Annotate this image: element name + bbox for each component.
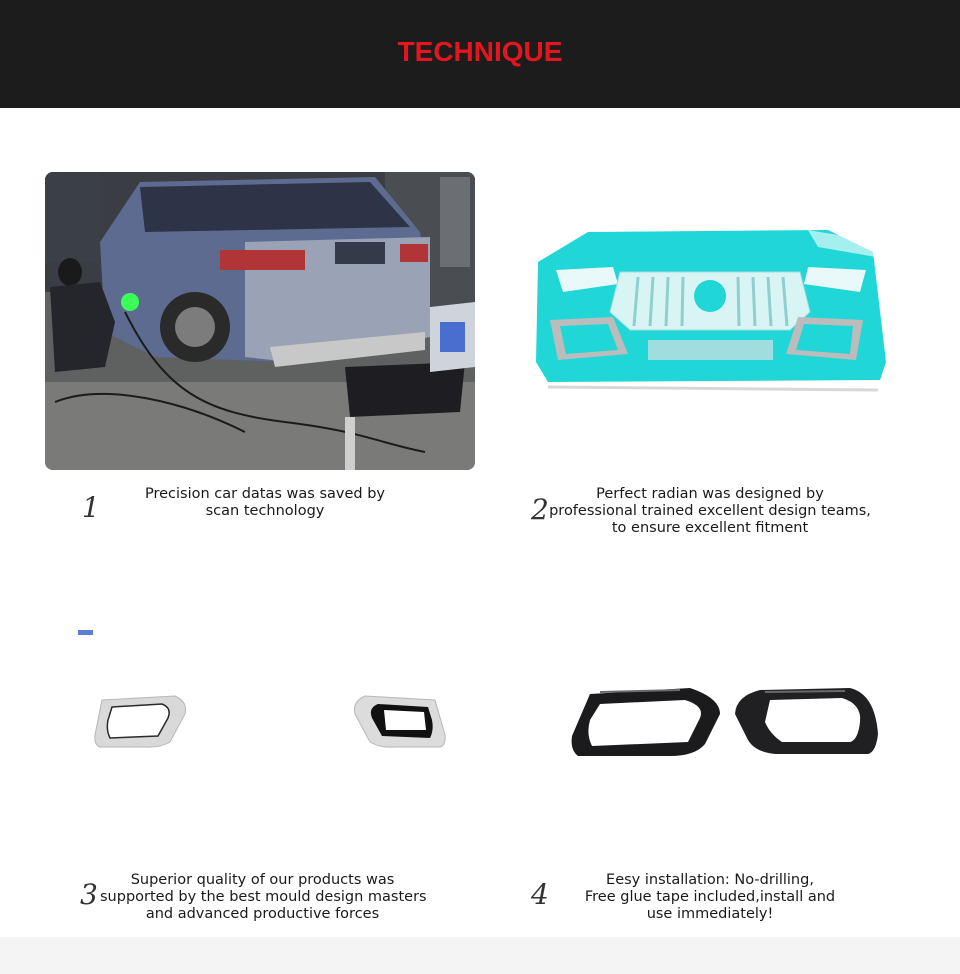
mini-badge	[78, 630, 93, 635]
step-3-caption	[100, 872, 425, 923]
step-4-line-2: Free glue tape included,install and	[584, 889, 836, 905]
step-2-number: 2	[531, 493, 549, 526]
step-2-line-2: professional trained excellent design teams,	[549, 503, 871, 519]
step-2-line-1: Perfect radian was designed by	[596, 486, 824, 502]
step-2-line-3: to ensure excellent fitment	[611, 520, 809, 536]
step-3-number: 3	[80, 878, 98, 911]
step-4-caption	[570, 872, 850, 923]
carbon-trims-image	[570, 684, 880, 760]
step-1-caption	[125, 486, 405, 520]
scan-photo	[45, 172, 475, 470]
page-header	[0, 0, 960, 108]
step-4-number: 4	[531, 878, 549, 911]
step-1-line-1: Precision car datas was saved by	[144, 486, 385, 502]
bumper-scan-model	[528, 222, 894, 402]
step-1-line-2: scan technology	[205, 503, 325, 519]
step-3-line-2: supported by the best mould design masters	[100, 889, 427, 905]
step-3-line-1: Superior quality of our products was	[130, 872, 395, 888]
step-1-number: 1	[82, 491, 100, 524]
step-4-line-3: use immediately!	[646, 906, 774, 922]
mould-parts-image	[90, 690, 450, 750]
step-2-caption	[540, 486, 880, 537]
footer-band	[0, 937, 960, 974]
step-3-line-3: and advanced productive forces	[145, 906, 380, 922]
page-title: TECHNIQUE	[397, 36, 563, 67]
step-4-line-1: Eesy installation: No-drilling,	[606, 872, 814, 888]
